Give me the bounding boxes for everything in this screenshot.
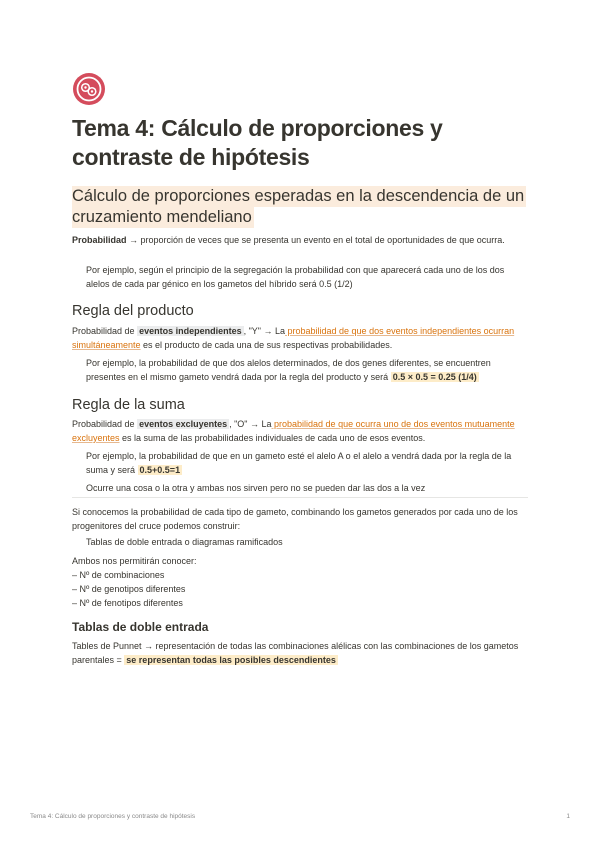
ambos-intro: Ambos nos permitirán conocer:	[72, 556, 197, 566]
footer-page-number: 1	[566, 813, 570, 820]
tablas-heading: Tablas de doble entrada	[72, 620, 209, 634]
regla-producto-definition: Probabilidad de eventos independientes , "Y" → La probabilidad de que dos eventos independientes ocurran simultáneamente es el producto de cada una de sus respectivas probabilidades.	[72, 326, 515, 350]
regla-suma-definition: Probabilidad de eventos excluyentes , "O" → La probabilidad de que ocurra uno de dos eventos mutuamente excluyentes es la suma de las probabilidades individuales de cada uno de esos eventos.	[72, 419, 515, 443]
regla-producto-example: Por ejemplo, la probabilidad de que dos alelos determinados, de dos genes diferentes, se encuentren presentes en el mismo gameto vendrá dada por la regla del producto y será 0.5 × 0.5 = 0.25 (1/4)	[86, 358, 491, 382]
probability-definition: Probabilidad → proporción de veces que se presenta un evento en el total de oportunidades de que ocurra.	[72, 235, 505, 245]
tablas-definition: Tables de Punnet → representación de todas las combinaciones alélicas con las combinaciones de los gametos parentales = se representan todas las posibles descendientes	[72, 641, 519, 665]
section-heading: Cálculo de proporciones esperadas en la descendencia de un cruzamiento mendeliano	[72, 187, 525, 226]
gametos-tools: Tablas de doble entrada o diagramas ramificados	[86, 537, 283, 547]
footer-title: Tema 4: Cálculo de proporciones y contraste de hipótesis	[30, 813, 196, 820]
regla-suma-example: Por ejemplo, la probabilidad de que en un gameto esté el alelo A o el alelo a vendrá dada por la regla de la suma y será 0.5+0.5=1	[86, 451, 512, 475]
regla-suma-link: probabilidad de que ocurra uno de dos eventos mutuamente excluyentes	[72, 419, 515, 443]
page-title: Tema 4: Cálculo de proporciones y contraste de hipótesis	[72, 115, 443, 170]
list-item: – Nº de genotipos diferentes	[72, 584, 186, 594]
cell-icon	[72, 72, 106, 106]
regla-producto-heading: Regla del producto	[72, 303, 194, 319]
divider	[72, 497, 528, 498]
regla-suma-heading: Regla de la suma	[72, 397, 185, 413]
probability-example: Por ejemplo, según el principio de la segregación la probabilidad con que aparecerá cada uno de los dos alelos de cada par génico en los gametos del híbrido será 0.5 (1/2)	[86, 265, 505, 289]
regla-producto-link: probabilidad de que dos eventos independientes ocurran simultáneamente	[72, 326, 515, 350]
regla-suma-note: Ocurre una cosa o la otra y ambas nos sirven pero no se pueden dar las dos a la vez	[86, 483, 426, 493]
list-item: – Nº de fenotipos diferentes	[72, 598, 183, 608]
list-item: – Nº de combinaciones	[72, 570, 165, 580]
gametos-intro: Si conocemos la probabilidad de cada tipo de gameto, combinando los gametos generados por cada uno de los progenitores del cruce podemos construir:	[72, 507, 518, 531]
